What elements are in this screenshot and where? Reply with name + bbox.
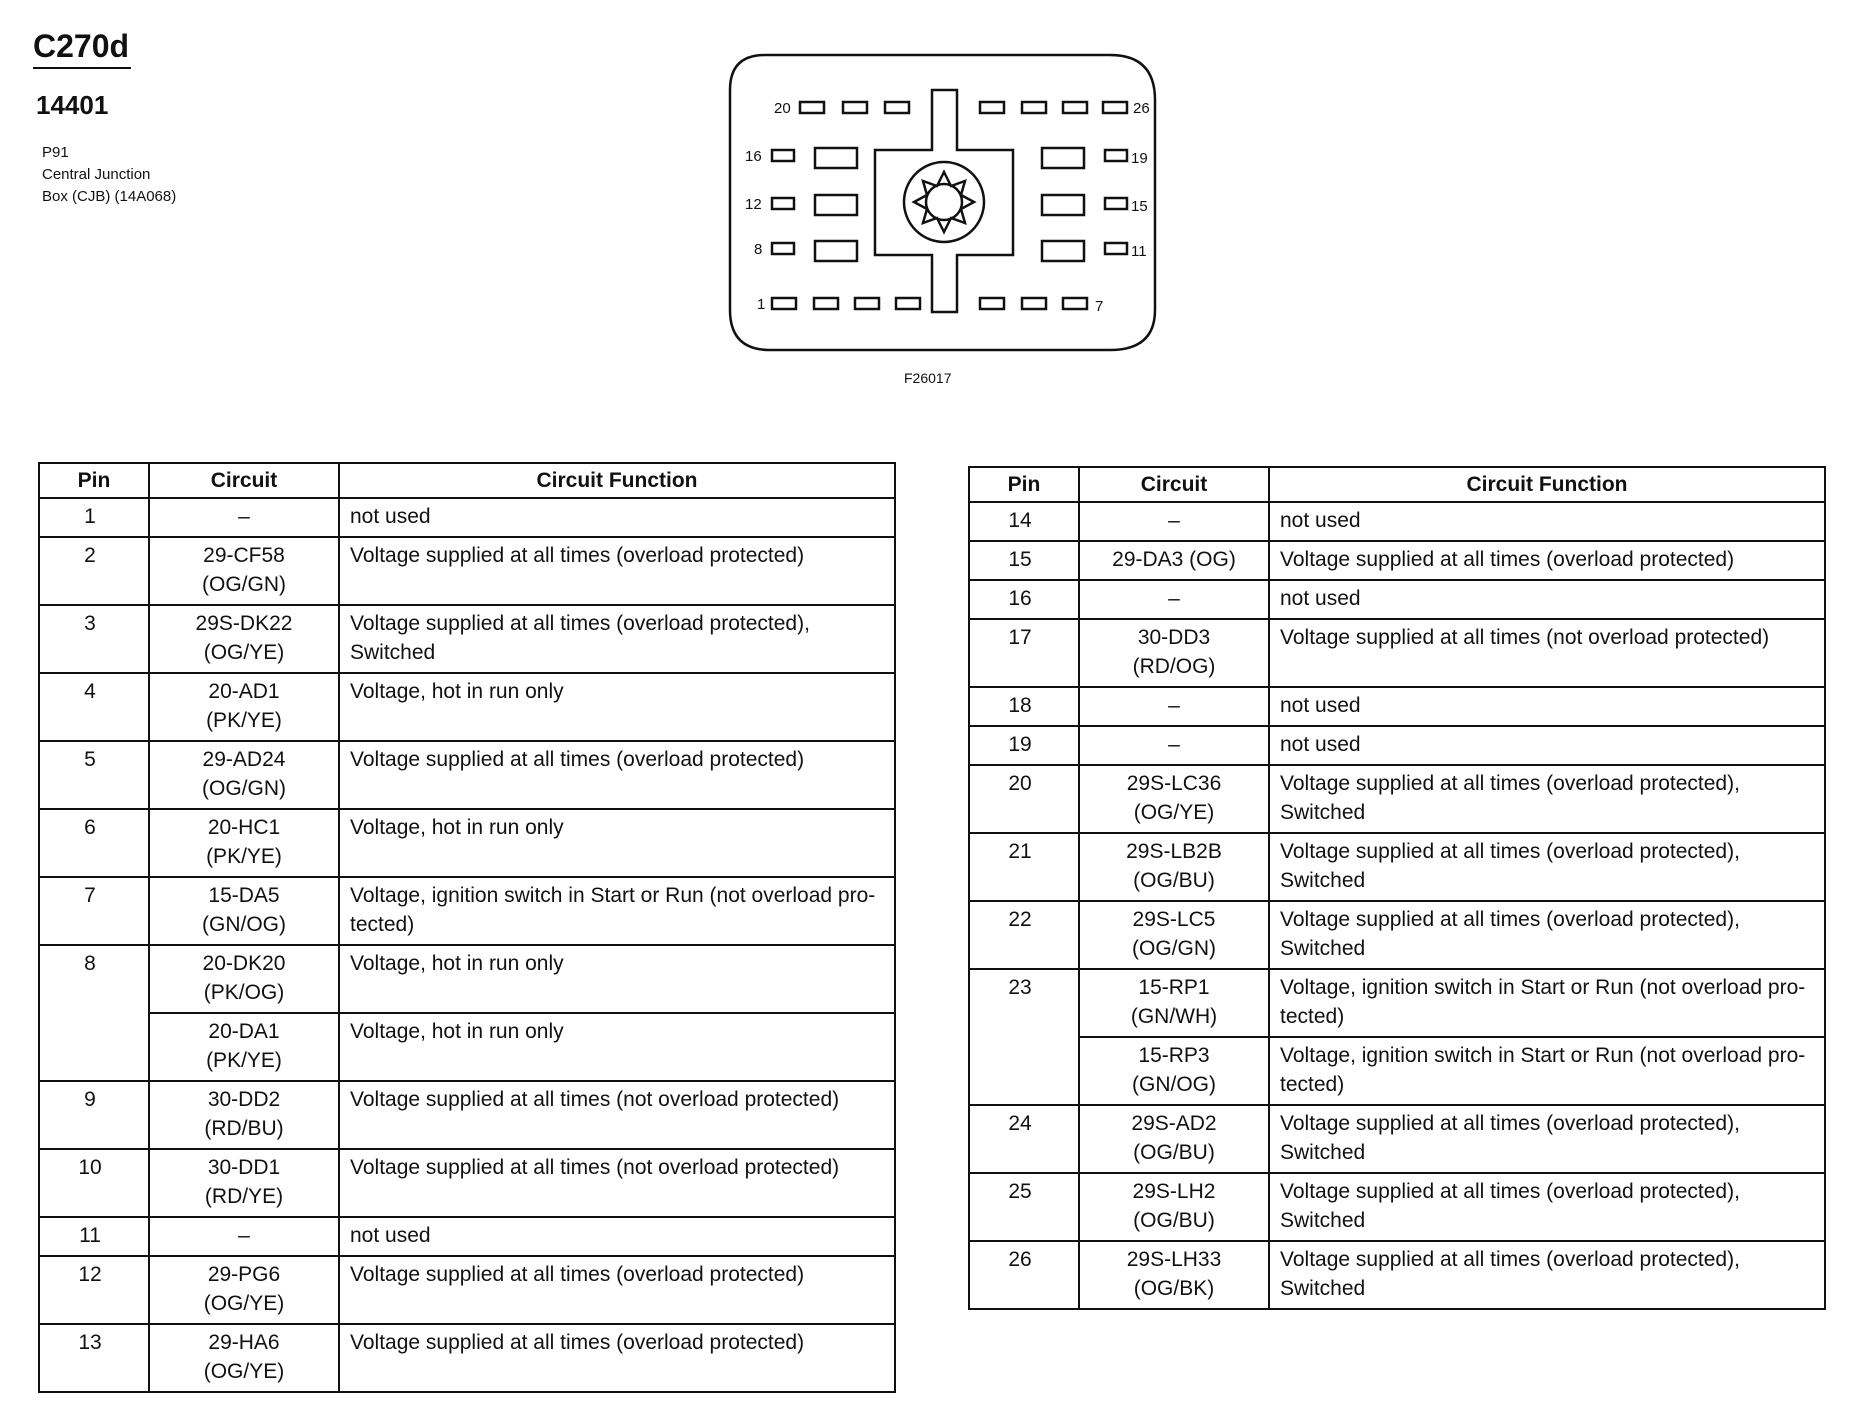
header-pin: Pin	[969, 467, 1079, 502]
circuit-cell: 20-DA1 (PK/YE)	[149, 1013, 339, 1081]
circuit-cell: 15-RP1 (GN/WH)	[1079, 969, 1269, 1037]
circuit-cell: 29-HA6 (OG/YE)	[149, 1324, 339, 1392]
function-cell: not used	[1269, 580, 1825, 619]
table-body	[39, 498, 895, 1392]
circuit-cell: 29S-DK22 (OG/YE)	[149, 605, 339, 673]
function-cell: Voltage supplied at all times (overload protected)	[339, 1324, 895, 1392]
table-row	[39, 1149, 895, 1217]
pin-cell: 10	[39, 1149, 149, 1217]
circuit-cell: 20-DK20 (PK/OG)	[149, 945, 339, 1013]
table-row	[969, 687, 1825, 726]
function-cell: not used	[1269, 687, 1825, 726]
pin-cell: 8	[39, 945, 149, 1081]
table-row	[39, 809, 895, 877]
table-header-row	[39, 463, 895, 498]
pin-cell: 2	[39, 537, 149, 605]
header-pin: Pin	[39, 463, 149, 498]
pin-cell: 9	[39, 1081, 149, 1149]
connector-description	[42, 142, 262, 208]
pin-cell: 6	[39, 809, 149, 877]
table-row	[969, 1037, 1825, 1105]
pin-cell: 7	[39, 877, 149, 945]
figure-id: F26017	[904, 370, 952, 386]
function-cell: Voltage supplied at all times (overload protected)	[339, 741, 895, 809]
pin-cell: 16	[969, 580, 1079, 619]
circuit-cell: 30-DD3 (RD/OG)	[1079, 619, 1269, 687]
pin-label: 26	[1133, 100, 1150, 117]
connector-face-diagram	[725, 50, 1165, 360]
function-cell: Voltage supplied at all times (not overload protected)	[1269, 619, 1825, 687]
header-circuit-function: Circuit Function	[339, 463, 895, 498]
pin-label: 16	[745, 148, 762, 165]
table-row	[39, 605, 895, 673]
table-row	[969, 580, 1825, 619]
part-number: 14401	[36, 90, 109, 120]
function-cell: Voltage supplied at all times (overload protected), Switched	[1269, 833, 1825, 901]
circuit-cell: 29-DA3 (OG)	[1079, 541, 1269, 580]
table-row	[969, 541, 1825, 580]
circuit-cell: 29-AD24 (OG/GN)	[149, 741, 339, 809]
function-cell: Voltage supplied at all times (overload protected), Switched	[1269, 765, 1825, 833]
table-row	[969, 619, 1825, 687]
pin-cell: 5	[39, 741, 149, 809]
pin-cell: 11	[39, 1217, 149, 1256]
pin-cell: 20	[969, 765, 1079, 833]
pin-cell: 13	[39, 1324, 149, 1392]
table-row	[969, 901, 1825, 969]
function-cell: Voltage, ignition switch in Start or Run (not overload pro- tected)	[1269, 1037, 1825, 1105]
circuit-cell: 29S-LC36 (OG/YE)	[1079, 765, 1269, 833]
pin-cell: 3	[39, 605, 149, 673]
function-cell: Voltage, hot in run only	[339, 673, 895, 741]
function-cell: Voltage supplied at all times (overload protected), Switched	[1269, 1241, 1825, 1309]
function-cell: Voltage supplied at all times (overload protected), Switched	[1269, 901, 1825, 969]
table-row	[969, 1105, 1825, 1173]
pin-cell: 19	[969, 726, 1079, 765]
pin-cell: 24	[969, 1105, 1079, 1173]
circuit-cell: 15-DA5 (GN/OG)	[149, 877, 339, 945]
circuit-cell: 15-RP3 (GN/OG)	[1079, 1037, 1269, 1105]
table-row	[39, 1324, 895, 1392]
table-row	[969, 1241, 1825, 1309]
circuit-cell: –	[1079, 502, 1269, 541]
pin-label: 11	[1131, 243, 1147, 260]
pin-label: 19	[1131, 150, 1148, 167]
function-cell: Voltage, hot in run only	[339, 945, 895, 1013]
pin-cell: 22	[969, 901, 1079, 969]
pin-cell: 18	[969, 687, 1079, 726]
circuit-cell: 29-CF58 (OG/GN)	[149, 537, 339, 605]
description-line: P91	[42, 144, 69, 161]
pin-cell: 15	[969, 541, 1079, 580]
pin-cell: 21	[969, 833, 1079, 901]
header-circuit: Circuit	[149, 463, 339, 498]
circuit-cell: –	[149, 498, 339, 537]
description-line: Central Junction	[42, 166, 151, 183]
function-cell: Voltage supplied at all times (overload protected)	[1269, 541, 1825, 580]
table-row	[969, 765, 1825, 833]
table-body	[969, 502, 1825, 1309]
function-cell: not used	[1269, 726, 1825, 765]
connector-title: C270d	[33, 28, 131, 69]
pin-label: 15	[1131, 198, 1148, 215]
table-row	[39, 673, 895, 741]
pin-table-right	[968, 466, 1826, 1310]
pin-cell: 25	[969, 1173, 1079, 1241]
table-row	[969, 726, 1825, 765]
pin-cell: 23	[969, 969, 1079, 1105]
table-row	[969, 1173, 1825, 1241]
pin-label: 1	[757, 296, 766, 313]
table-row	[39, 1217, 895, 1256]
pin-cell: 4	[39, 673, 149, 741]
table-row	[969, 833, 1825, 901]
center-keyway	[875, 90, 1013, 312]
circuit-cell: 29S-LH2 (OG/BU)	[1079, 1173, 1269, 1241]
pin-label: 8	[754, 241, 763, 258]
circuit-cell: –	[1079, 580, 1269, 619]
function-cell: Voltage, hot in run only	[339, 809, 895, 877]
circuit-cell: 29S-LH33 (OG/BK)	[1079, 1241, 1269, 1309]
header-circuit-function: Circuit Function	[1269, 467, 1825, 502]
table-row	[39, 877, 895, 945]
function-cell: not used	[339, 1217, 895, 1256]
function-cell: Voltage, ignition switch in Start or Run (not overload pro- tected)	[339, 877, 895, 945]
circuit-cell: 29-PG6 (OG/YE)	[149, 1256, 339, 1324]
function-cell: Voltage supplied at all times (overload protected)	[339, 1256, 895, 1324]
header-circuit: Circuit	[1079, 467, 1269, 502]
function-cell: Voltage supplied at all times (overload protected), Switched	[1269, 1105, 1825, 1173]
table-row	[39, 1256, 895, 1324]
function-cell: Voltage supplied at all times (overload protected)	[339, 537, 895, 605]
table-row	[969, 969, 1825, 1037]
description-line: Box (CJB) (14A068)	[42, 188, 177, 205]
pin-label: 20	[774, 100, 791, 117]
circuit-cell: 29S-AD2 (OG/BU)	[1079, 1105, 1269, 1173]
table-header-row	[969, 467, 1825, 502]
pin-cell: 14	[969, 502, 1079, 541]
pin-table-left	[38, 462, 896, 1393]
pin-cell: 12	[39, 1256, 149, 1324]
pin-label: 7	[1095, 298, 1104, 315]
pin-cell: 17	[969, 619, 1079, 687]
function-cell: Voltage supplied at all times (overload protected), Switched	[1269, 1173, 1825, 1241]
table-row	[39, 1013, 895, 1081]
circuit-cell: 20-AD1 (PK/YE)	[149, 673, 339, 741]
pin-cell: 1	[39, 498, 149, 537]
pin-cell: 26	[969, 1241, 1079, 1309]
function-cell: Voltage, ignition switch in Start or Run (not overload pro- tected)	[1269, 969, 1825, 1037]
table-row	[969, 502, 1825, 541]
circuit-cell: 30-DD2 (RD/BU)	[149, 1081, 339, 1149]
circuit-cell: 29S-LB2B (OG/BU)	[1079, 833, 1269, 901]
table-row	[39, 537, 895, 605]
pin-label: 12	[745, 196, 762, 213]
circuit-cell: –	[1079, 726, 1269, 765]
circuit-cell: –	[1079, 687, 1269, 726]
circuit-cell: 29S-LC5 (OG/GN)	[1079, 901, 1269, 969]
table-row	[39, 741, 895, 809]
function-cell: not used	[1269, 502, 1825, 541]
table-row	[39, 945, 895, 1013]
circuit-cell: –	[149, 1217, 339, 1256]
function-cell: Voltage, hot in run only	[339, 1013, 895, 1081]
table-row	[39, 498, 895, 537]
circuit-cell: 20-HC1 (PK/YE)	[149, 809, 339, 877]
function-cell: Voltage supplied at all times (not overload protected)	[339, 1149, 895, 1217]
circuit-cell: 30-DD1 (RD/YE)	[149, 1149, 339, 1217]
table-row	[39, 1081, 895, 1149]
function-cell: Voltage supplied at all times (overload protected), Switched	[339, 605, 895, 673]
function-cell: not used	[339, 498, 895, 537]
function-cell: Voltage supplied at all times (not overload protected)	[339, 1081, 895, 1149]
